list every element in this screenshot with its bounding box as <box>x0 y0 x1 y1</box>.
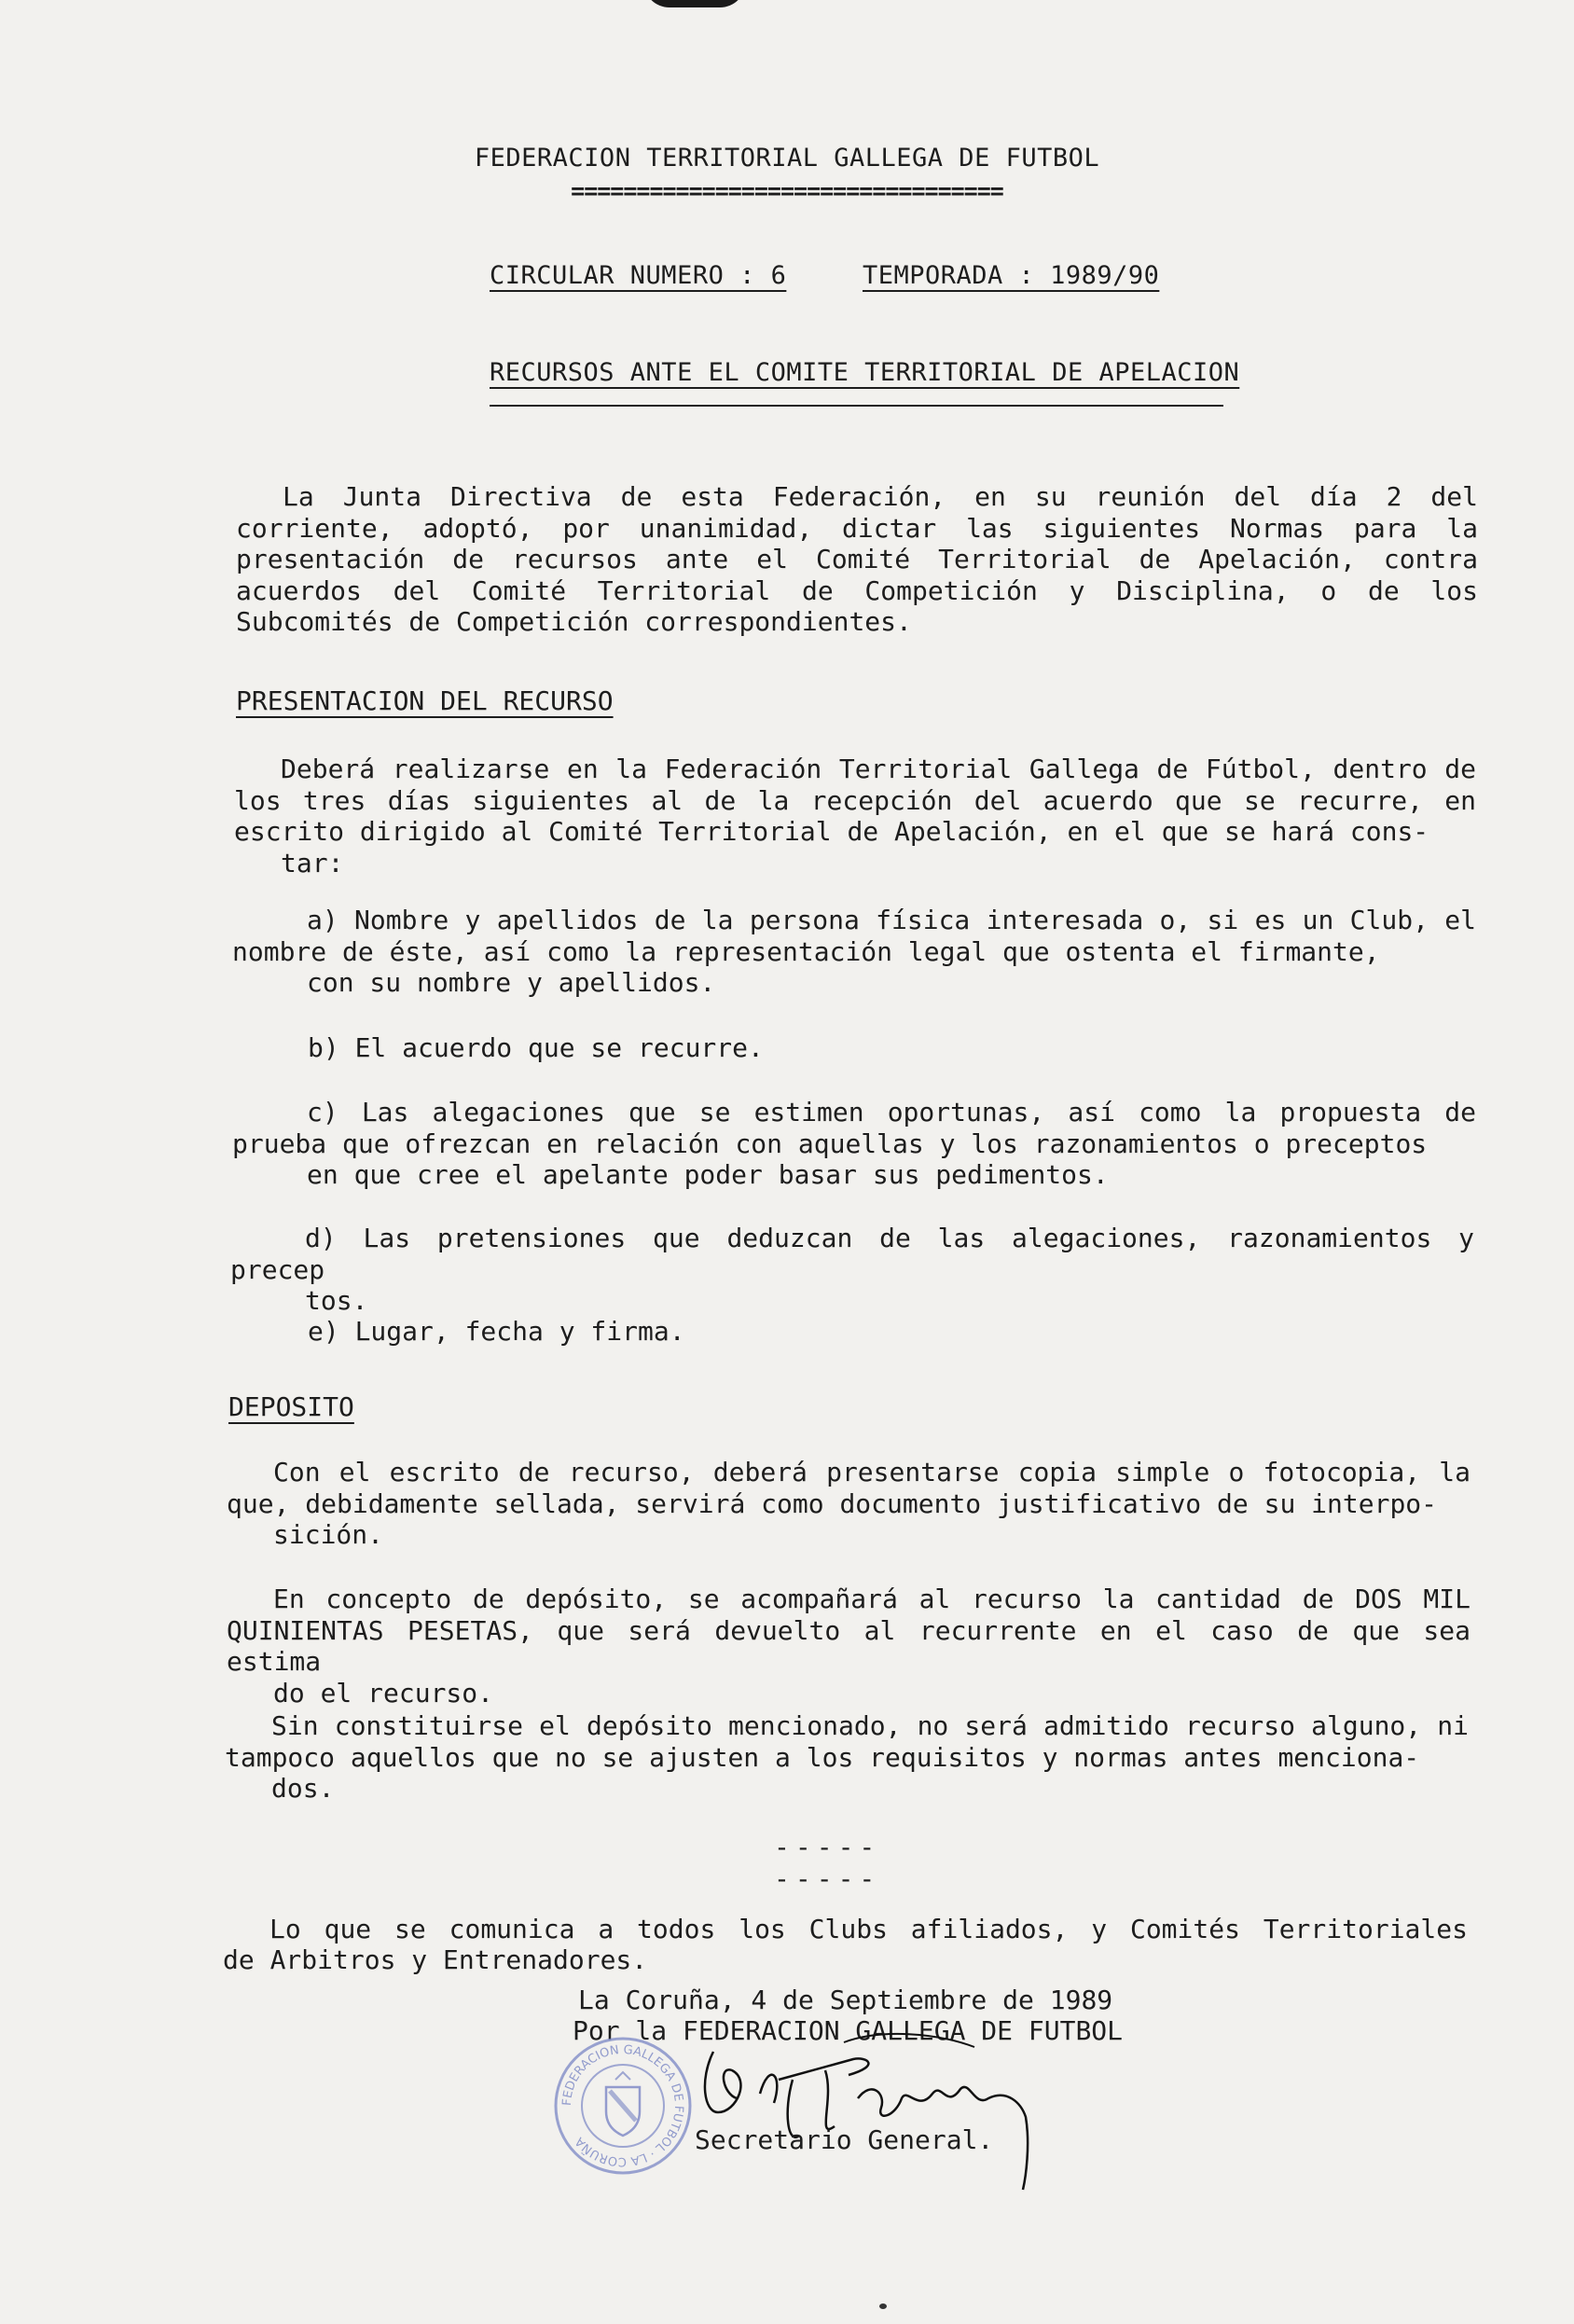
title-rule: ================================= <box>571 177 1003 204</box>
signer-title: Secretario General. <box>695 2124 994 2155</box>
section1-body-end: tar: <box>281 847 344 878</box>
list-item-d <box>230 1223 1474 1317</box>
list-item-b: b) El acuerdo que se recurre. <box>308 1032 764 1063</box>
closing-line-1: Lo que se comunica a todos los Clubs afiliados, y Comités Territoriales <box>269 1914 1468 1944</box>
subject-title: RECURSOS ANTE EL COMITE TERRITORIAL DE APELACION <box>490 358 1240 387</box>
list-item-a <box>232 905 1476 999</box>
item-d-text: d) Las pretensiones que deduzcan de las alegaciones, razonamientos y precep <box>230 1223 1474 1285</box>
list-item-e: e) Lugar, fecha y firma. <box>308 1316 685 1347</box>
on-behalf-line: Por la FEDERACION GALLEGA DE FUTBOL <box>573 2015 1124 2046</box>
deposit-p3-end: dos. <box>271 1773 335 1804</box>
deposit-paragraph-2 <box>227 1584 1470 1708</box>
item-a-text: a) Nombre y apellidos de la persona física interesada o, si es un Club, el nombre de éste, así como la representación legal que ostenta el firmante, <box>232 905 1476 967</box>
item-c-end: en que cree el apelante poder basar sus pedimentos. <box>307 1159 1109 1190</box>
intro-paragraph: La Junta Directiva de esta Federación, en su reunión del día 2 del corriente, adoptó, por unanimidad, dictar las siguientes Normas para la presentación de recursos ante el Comité Territorial de Apelación, contra acuerdos del Comité Territorial de Competición y Disciplina, o de los Subcomités de Competición correspondientes. <box>236 481 1478 637</box>
item-a-end: con su nombre y apellidos. <box>307 967 716 998</box>
section-heading-presentacion: PRESENTACION DEL RECURSO <box>236 685 614 716</box>
org-title: FEDERACION TERRITORIAL GALLEGA DE FUTBOL <box>474 144 1100 173</box>
separator-dashes-1: ----- <box>774 1832 881 1862</box>
deposit-p3-text: Sin constituirse el depósito mencionado, no será admitido recurso alguno, ni tampoco aquellos que no se ajusten a los requisitos y normas antes menciona- <box>225 1710 1469 1773</box>
bottom-mark <box>879 2303 887 2309</box>
section-heading-deposito: DEPOSITO <box>228 1391 354 1422</box>
season: TEMPORADA : 1989/90 <box>863 261 1160 290</box>
separator-dashes-2: ----- <box>774 1863 881 1894</box>
deposit-p2-end: do el recurso. <box>273 1677 494 1708</box>
closing-line-2: de Arbitros y Entrenadores. <box>223 1944 648 1975</box>
place-date: La Coruña, 4 de Septiembre de 1989 <box>578 1985 1113 2015</box>
deposit-p2-text: En concepto de depósito, se acompañará al recurso la cantidad de DOS MIL QUINIENTAS PESETAS, que será devuelto al recurrente en el caso de que sea estima <box>227 1584 1470 1677</box>
stamp-text: FEDERACION GALLEGA DE FUTBOL · LA CORUÑA <box>559 2042 686 2169</box>
section1-body: Deberá realizarse en la Federación Territorial Gallega de Fútbol, dentro de los tres días siguientes al de la recepción del acuerdo que se recurre, en escrito dirigido al Comité Territorial de Apelación, en el que se hará cons- <box>234 754 1476 847</box>
deposit-paragraph-1 <box>227 1457 1470 1551</box>
item-c-text: c) Las alegaciones que se estimen oportunas, así como la propuesta de prueba que ofrezcan en relación con aquellas y los razonamientos o preceptos <box>232 1097 1476 1159</box>
handwritten-signature <box>695 2024 1068 2192</box>
section1-paragraph <box>234 754 1476 878</box>
deposit-p1-end: sición. <box>273 1519 384 1550</box>
subject-rule <box>490 405 1223 407</box>
item-d-end: tos. <box>305 1285 368 1316</box>
federation-seal-stamp <box>552 2035 694 2177</box>
deposit-p1-text: Con el escrito de recurso, deberá presentarse copia simple o fotocopia, la que, debidamente sellada, servirá como documento justificativo de su interpo- <box>227 1457 1470 1519</box>
punch-hole <box>643 0 746 7</box>
circular-number: CIRCULAR NUMERO : 6 <box>490 261 787 290</box>
list-item-c <box>232 1097 1476 1191</box>
deposit-paragraph-3 <box>225 1710 1469 1805</box>
